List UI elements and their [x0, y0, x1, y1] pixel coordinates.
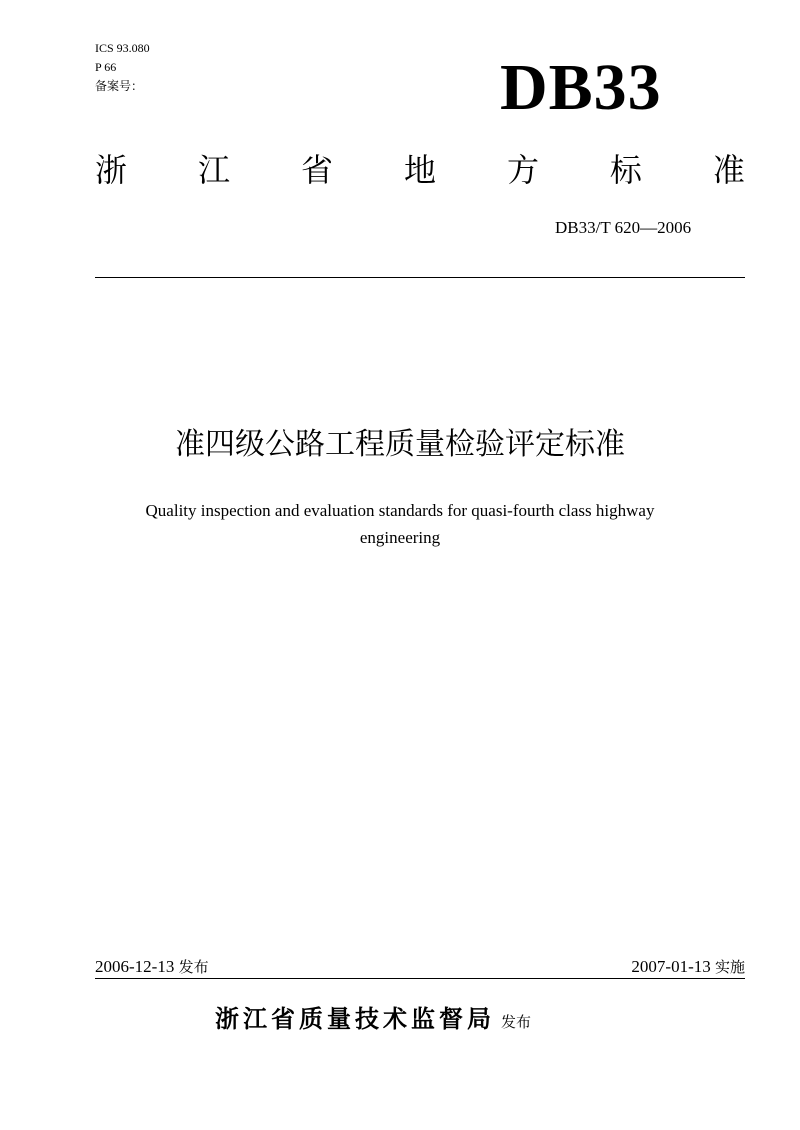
implement-date-group: [631, 957, 745, 977]
release-date: 2006-12-13: [95, 957, 175, 976]
issuer-name: 浙江省质量技术监督局: [215, 1005, 495, 1033]
issuer-label: 发布: [501, 1013, 532, 1031]
standard-type-char: 江: [197, 151, 230, 189]
implement-date: 2007-01-13: [631, 957, 711, 976]
standard-type-char: 方: [506, 151, 539, 189]
issuer-line: [215, 1003, 531, 1035]
release-date-group: [95, 957, 209, 977]
db33-code-mark: DB33: [500, 51, 662, 124]
implement-label: 实施: [714, 958, 745, 976]
standard-type-char: 标: [609, 151, 642, 189]
title-en-line-2: engineering: [359, 528, 441, 547]
standard-type-char: 省: [300, 151, 333, 189]
date-line: [95, 957, 745, 977]
standard-number: DB33/T 620—2006: [555, 218, 692, 237]
ics-code: ICS 93.080: [95, 41, 150, 55]
top-divider: [95, 277, 745, 278]
release-label: 发布: [178, 958, 209, 976]
ccs-code: P 66: [95, 60, 117, 74]
document-title-en: [110, 497, 690, 551]
standard-type-char: 准: [712, 151, 745, 189]
standard-type-title: [95, 148, 745, 192]
title-en-line-1: Quality inspection and evaluation standards for quasi-fourth class highway: [145, 501, 655, 520]
filing-number-label: 备案号：: [95, 79, 144, 93]
document-title-cn: 准四级公路工程质量检验评定标准: [175, 427, 625, 462]
standard-type-char: 地: [403, 151, 436, 189]
bottom-divider: [95, 978, 745, 979]
standard-type-char: 浙: [95, 151, 128, 189]
